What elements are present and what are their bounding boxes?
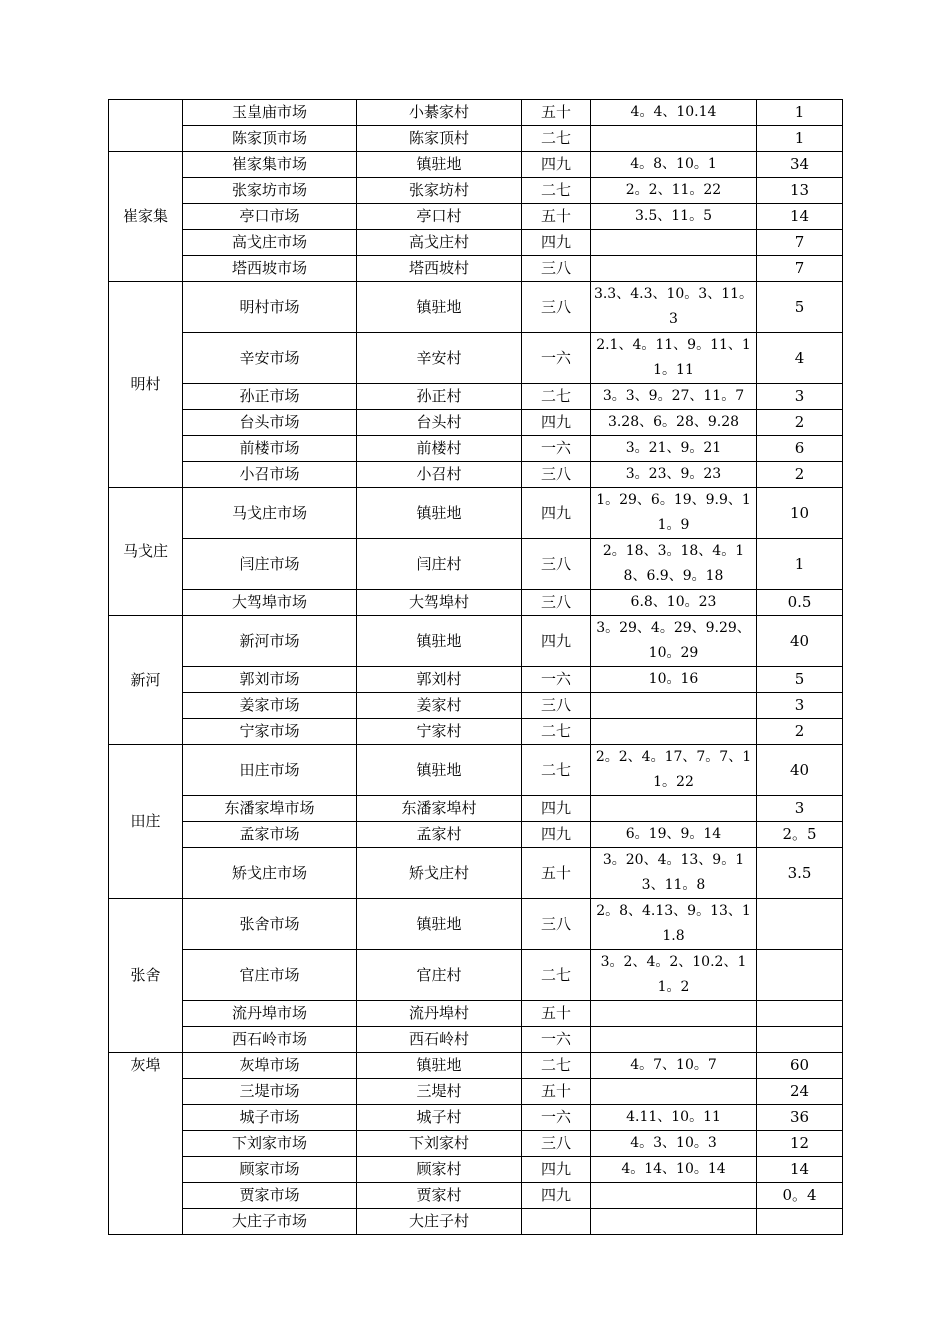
dates-cell: 4。8、10。1 <box>591 152 757 178</box>
town-cell: 马戈庄 <box>109 488 183 616</box>
market-name-cell: 官庄市场 <box>183 950 357 1001</box>
value-cell: 6 <box>757 436 843 462</box>
town-cell: 明村 <box>109 282 183 488</box>
dates-cell: 2。2、4。17、7。7、11。22 <box>591 745 757 796</box>
market-name-cell: 大驾埠市场 <box>183 590 357 616</box>
value-cell <box>757 899 843 950</box>
market-name-cell: 东潘家埠市场 <box>183 796 357 822</box>
days-cell: 三八 <box>522 1131 591 1157</box>
value-cell: 3 <box>757 796 843 822</box>
value-cell: 36 <box>757 1105 843 1131</box>
location-cell: 前楼村 <box>357 436 522 462</box>
dates-cell: 4。14、10。14 <box>591 1157 757 1183</box>
town-cell: 张舍 <box>109 899 183 1053</box>
town-cell: 崔家集 <box>109 152 183 282</box>
value-cell: 12 <box>757 1131 843 1157</box>
location-cell: 辛安村 <box>357 333 522 384</box>
days-cell: 二七 <box>522 1053 591 1079</box>
dates-cell <box>591 256 757 282</box>
location-cell: 镇驻地 <box>357 152 522 178</box>
value-cell: 1 <box>757 126 843 152</box>
market-name-cell: 姜家市场 <box>183 693 357 719</box>
location-cell: 亭口村 <box>357 204 522 230</box>
market-table <box>108 99 843 1235</box>
value-cell: 4 <box>757 333 843 384</box>
market-name-cell: 马戈庄市场 <box>183 488 357 539</box>
table-row <box>109 1209 843 1235</box>
table-row <box>109 384 843 410</box>
dates-cell: 6.8、10。23 <box>591 590 757 616</box>
market-name-cell: 大庄子市场 <box>183 1209 357 1235</box>
table-row <box>109 178 843 204</box>
table-row <box>109 1001 843 1027</box>
days-cell: 五十 <box>522 100 591 126</box>
days-cell: 五十 <box>522 1001 591 1027</box>
location-cell: 顾家村 <box>357 1157 522 1183</box>
table-row <box>109 1079 843 1105</box>
days-cell: 二七 <box>522 178 591 204</box>
location-cell: 小召村 <box>357 462 522 488</box>
dates-cell <box>591 1079 757 1105</box>
market-name-cell: 闫庄市场 <box>183 539 357 590</box>
days-cell: 一六 <box>522 1027 591 1053</box>
location-cell: 城子村 <box>357 1105 522 1131</box>
dates-cell <box>591 1027 757 1053</box>
table-row <box>109 282 843 333</box>
dates-cell: 3。20、4。13、9。13、11。8 <box>591 848 757 899</box>
value-cell: 40 <box>757 616 843 667</box>
dates-cell: 1。29、6。19、9.9、11。9 <box>591 488 757 539</box>
value-cell: 34 <box>757 152 843 178</box>
location-cell: 郭刘村 <box>357 667 522 693</box>
dates-cell <box>591 1001 757 1027</box>
dates-cell: 10。16 <box>591 667 757 693</box>
market-name-cell: 小召市场 <box>183 462 357 488</box>
location-cell: 孟家村 <box>357 822 522 848</box>
value-cell <box>757 1001 843 1027</box>
dates-cell: 3.28、6。28、9.28 <box>591 410 757 436</box>
location-cell: 陈家顶村 <box>357 126 522 152</box>
location-cell: 台头村 <box>357 410 522 436</box>
days-cell: 四九 <box>522 822 591 848</box>
location-cell: 东潘家埠村 <box>357 796 522 822</box>
location-cell: 下刘家村 <box>357 1131 522 1157</box>
value-cell: 0。4 <box>757 1183 843 1209</box>
dates-cell: 4。3、10。3 <box>591 1131 757 1157</box>
dates-cell <box>591 796 757 822</box>
market-name-cell: 田庄市场 <box>183 745 357 796</box>
market-name-cell: 亭口市场 <box>183 204 357 230</box>
days-cell: 四九 <box>522 1183 591 1209</box>
table-row <box>109 462 843 488</box>
days-cell: 四九 <box>522 616 591 667</box>
value-cell <box>757 1209 843 1235</box>
location-cell: 西石岭村 <box>357 1027 522 1053</box>
location-cell: 大驾埠村 <box>357 590 522 616</box>
market-name-cell: 张家坊市场 <box>183 178 357 204</box>
value-cell: 7 <box>757 230 843 256</box>
dates-cell <box>591 1183 757 1209</box>
value-cell: 10 <box>757 488 843 539</box>
market-name-cell: 塔西坡市场 <box>183 256 357 282</box>
days-cell: 四九 <box>522 230 591 256</box>
days-cell: 四九 <box>522 488 591 539</box>
location-cell: 镇驻地 <box>357 745 522 796</box>
value-cell: 0.5 <box>757 590 843 616</box>
days-cell: 一六 <box>522 436 591 462</box>
town-cell <box>109 100 183 152</box>
dates-cell: 3。2、4。2、10.2、11。2 <box>591 950 757 1001</box>
market-name-cell: 城子市场 <box>183 1105 357 1131</box>
market-name-cell: 孟家市场 <box>183 822 357 848</box>
market-name-cell: 顾家市场 <box>183 1157 357 1183</box>
dates-cell <box>591 1209 757 1235</box>
days-cell: 三八 <box>522 462 591 488</box>
dates-cell: 4。4、10.14 <box>591 100 757 126</box>
market-name-cell: 矫戈庄市场 <box>183 848 357 899</box>
table-row <box>109 822 843 848</box>
value-cell: 3 <box>757 384 843 410</box>
table-row <box>109 745 843 796</box>
days-cell: 三八 <box>522 899 591 950</box>
dates-cell: 3。3、9。27、11。7 <box>591 384 757 410</box>
days-cell: 二七 <box>522 950 591 1001</box>
table-row <box>109 719 843 745</box>
table-row <box>109 1157 843 1183</box>
market-name-cell: 陈家顶市场 <box>183 126 357 152</box>
dates-cell: 2。2、11。22 <box>591 178 757 204</box>
days-cell: 四九 <box>522 152 591 178</box>
table-row <box>109 796 843 822</box>
location-cell: 高戈庄村 <box>357 230 522 256</box>
days-cell: 三八 <box>522 256 591 282</box>
days-cell: 四九 <box>522 796 591 822</box>
days-cell: 一六 <box>522 1105 591 1131</box>
days-cell: 三八 <box>522 539 591 590</box>
market-name-cell: 郭刘市场 <box>183 667 357 693</box>
market-name-cell: 灰埠市场 <box>183 1053 357 1079</box>
location-cell: 闫庄村 <box>357 539 522 590</box>
town-cell: 灰埠 <box>109 1053 183 1235</box>
market-name-cell: 玉皇庙市场 <box>183 100 357 126</box>
market-name-cell: 新河市场 <box>183 616 357 667</box>
value-cell: 24 <box>757 1079 843 1105</box>
location-cell: 镇驻地 <box>357 282 522 333</box>
table-row <box>109 100 843 126</box>
dates-cell: 3.3、4.3、10。3、11。3 <box>591 282 757 333</box>
market-name-cell: 孙正市场 <box>183 384 357 410</box>
days-cell: 四九 <box>522 1157 591 1183</box>
dates-cell: 3.5、11。5 <box>591 204 757 230</box>
value-cell: 14 <box>757 204 843 230</box>
dates-cell: 2.1、4。11、9。11、11。11 <box>591 333 757 384</box>
value-cell: 1 <box>757 539 843 590</box>
value-cell: 2 <box>757 719 843 745</box>
table-row <box>109 436 843 462</box>
days-cell: 二七 <box>522 384 591 410</box>
location-cell: 张家坊村 <box>357 178 522 204</box>
location-cell: 镇驻地 <box>357 616 522 667</box>
table-row <box>109 1183 843 1209</box>
market-name-cell: 三堤市场 <box>183 1079 357 1105</box>
location-cell: 矫戈庄村 <box>357 848 522 899</box>
table-row <box>109 126 843 152</box>
location-cell: 小綦家村 <box>357 100 522 126</box>
value-cell: 2 <box>757 410 843 436</box>
value-cell: 5 <box>757 282 843 333</box>
table-row <box>109 848 843 899</box>
town-cell: 田庄 <box>109 745 183 899</box>
dates-cell: 2。18、3。18、4。18、6.9、9。18 <box>591 539 757 590</box>
days-cell: 二七 <box>522 719 591 745</box>
value-cell: 1 <box>757 100 843 126</box>
table-row <box>109 1053 843 1079</box>
table-row <box>109 950 843 1001</box>
days-cell: 三八 <box>522 590 591 616</box>
location-cell: 孙正村 <box>357 384 522 410</box>
market-name-cell: 高戈庄市场 <box>183 230 357 256</box>
value-cell <box>757 1027 843 1053</box>
location-cell: 大庄子村 <box>357 1209 522 1235</box>
market-name-cell: 下刘家市场 <box>183 1131 357 1157</box>
market-name-cell: 流丹埠市场 <box>183 1001 357 1027</box>
dates-cell: 4。7、10。7 <box>591 1053 757 1079</box>
market-name-cell: 贾家市场 <box>183 1183 357 1209</box>
market-name-cell: 西石岭市场 <box>183 1027 357 1053</box>
table-row <box>109 410 843 436</box>
table-row <box>109 1131 843 1157</box>
location-cell: 镇驻地 <box>357 1053 522 1079</box>
dates-cell <box>591 719 757 745</box>
location-cell: 官庄村 <box>357 950 522 1001</box>
dates-cell: 4.11、10。11 <box>591 1105 757 1131</box>
table-row <box>109 256 843 282</box>
dates-cell <box>591 693 757 719</box>
table-row <box>109 539 843 590</box>
market-name-cell: 前楼市场 <box>183 436 357 462</box>
value-cell: 60 <box>757 1053 843 1079</box>
value-cell: 5 <box>757 667 843 693</box>
market-name-cell: 台头市场 <box>183 410 357 436</box>
location-cell: 镇驻地 <box>357 899 522 950</box>
days-cell <box>522 1209 591 1235</box>
days-cell: 一六 <box>522 667 591 693</box>
days-cell: 五十 <box>522 204 591 230</box>
table-row <box>109 1027 843 1053</box>
days-cell: 三八 <box>522 282 591 333</box>
town-cell: 新河 <box>109 616 183 745</box>
dates-cell: 3。21、9。21 <box>591 436 757 462</box>
market-name-cell: 张舍市场 <box>183 899 357 950</box>
location-cell: 宁家村 <box>357 719 522 745</box>
location-cell: 姜家村 <box>357 693 522 719</box>
days-cell: 五十 <box>522 1079 591 1105</box>
dates-cell: 3。29、4。29、9.29、10。29 <box>591 616 757 667</box>
table-row <box>109 667 843 693</box>
days-cell: 二七 <box>522 745 591 796</box>
table-row <box>109 230 843 256</box>
value-cell: 2 <box>757 462 843 488</box>
table-row <box>109 616 843 667</box>
value-cell: 3 <box>757 693 843 719</box>
table-row <box>109 204 843 230</box>
market-name-cell: 宁家市场 <box>183 719 357 745</box>
table-row <box>109 899 843 950</box>
days-cell: 三八 <box>522 693 591 719</box>
market-table-body <box>109 100 843 1235</box>
dates-cell: 3。23、9。23 <box>591 462 757 488</box>
value-cell: 40 <box>757 745 843 796</box>
table-row <box>109 590 843 616</box>
market-name-cell: 崔家集市场 <box>183 152 357 178</box>
table-row <box>109 333 843 384</box>
value-cell: 14 <box>757 1157 843 1183</box>
dates-cell <box>591 230 757 256</box>
value-cell <box>757 950 843 1001</box>
value-cell: 2。5 <box>757 822 843 848</box>
dates-cell: 2。8、4.13、9。13、11.8 <box>591 899 757 950</box>
days-cell: 五十 <box>522 848 591 899</box>
location-cell: 镇驻地 <box>357 488 522 539</box>
dates-cell: 6。19、9。14 <box>591 822 757 848</box>
table-row <box>109 488 843 539</box>
value-cell: 7 <box>757 256 843 282</box>
market-name-cell: 辛安市场 <box>183 333 357 384</box>
days-cell: 二七 <box>522 126 591 152</box>
location-cell: 塔西坡村 <box>357 256 522 282</box>
location-cell: 贾家村 <box>357 1183 522 1209</box>
table-row <box>109 152 843 178</box>
table-row <box>109 1105 843 1131</box>
table-row <box>109 693 843 719</box>
location-cell: 流丹埠村 <box>357 1001 522 1027</box>
market-name-cell: 明村市场 <box>183 282 357 333</box>
value-cell: 13 <box>757 178 843 204</box>
days-cell: 一六 <box>522 333 591 384</box>
dates-cell <box>591 126 757 152</box>
location-cell: 三堤村 <box>357 1079 522 1105</box>
value-cell: 3.5 <box>757 848 843 899</box>
days-cell: 四九 <box>522 410 591 436</box>
